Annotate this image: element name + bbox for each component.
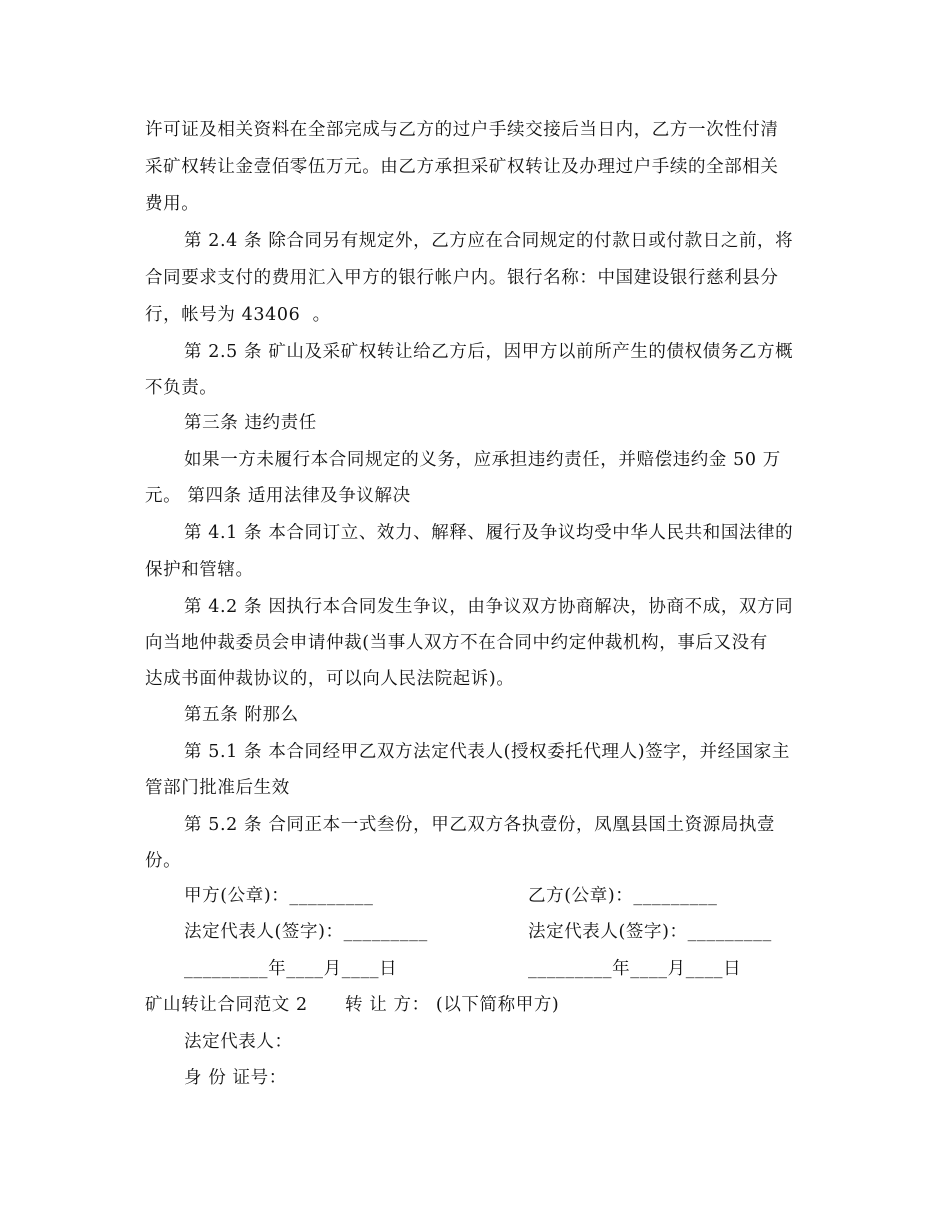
id-number-line: 身 份 证号： bbox=[184, 1068, 287, 1088]
party-a-date-field: _________年____月____日 bbox=[184, 959, 398, 979]
clause-2-4: 第 2.4 条 除合同另有规定外，乙方应在合同规定的付款日或付款日之前，将 bbox=[184, 231, 794, 251]
body-line: 行，帐号为 43406 。 bbox=[145, 305, 331, 325]
body-line: 许可证及相关资料在全部完成与乙方的过户手续交接后当日内，乙方一次性付清 bbox=[145, 120, 779, 140]
body-line: 向当地仲裁委员会申请仲裁(当事人双方不在合同中约定仲裁机构，事后又没有 bbox=[145, 633, 768, 653]
party-b-representative-field: 法定代表人(签字)：_________ bbox=[528, 922, 772, 942]
body-line: 合同要求支付的费用汇入甲方的银行帐户内。银行名称：中国建设银行慈利县分 bbox=[145, 268, 779, 288]
clause-2-5: 第 2.5 条 矿山及采矿权转让给乙方后，因甲方以前所产生的债权债务乙方概 bbox=[184, 342, 794, 362]
body-line: 份。 bbox=[145, 851, 182, 871]
body-line: 管部门批准后生效 bbox=[145, 778, 290, 798]
transferor-line: 转 让 方： (以下简称甲方) bbox=[345, 995, 560, 1015]
body-line: 采矿权转让金壹佰零伍万元。由乙方承担采矿权转让及办理过户手续的全部相关 bbox=[145, 157, 779, 177]
next-document-heading: 矿山转让合同范文 2 bbox=[145, 995, 308, 1015]
body-line: 如果一方未履行本合同规定的义务，应承担违约责任，并赔偿违约金 50 万 bbox=[184, 450, 781, 470]
party-a-representative-field: 法定代表人(签字)：_________ bbox=[184, 922, 428, 942]
clause-4-1: 第 4.1 条 本合同订立、效力、解释、履行及争议均受中华人民共和国法律的 bbox=[184, 523, 794, 543]
party-b-seal-field: 乙方(公章)：_________ bbox=[528, 886, 718, 906]
party-b-date-field: _________年____月____日 bbox=[528, 959, 742, 979]
clause-4-2: 第 4.2 条 因执行本合同发生争议，由争议双方协商解决，协商不成，双方同 bbox=[184, 597, 794, 617]
clause-5-2: 第 5.2 条 合同正本一式叁份，甲乙双方各执壹份，凤凰县国土资源局执壹 bbox=[184, 815, 776, 835]
clause-5-1: 第 5.1 条 本合同经甲乙双方法定代表人(授权委托代理人)签字，并经国家主 bbox=[184, 742, 790, 762]
section-heading-article-3: 第三条 违约责任 bbox=[184, 413, 317, 433]
body-line: 达成书面仲裁协议的，可以向人民法院起诉)。 bbox=[145, 669, 515, 689]
body-line: 不负责。 bbox=[145, 378, 218, 398]
body-line: 保护和管辖。 bbox=[145, 560, 254, 580]
body-line: 元。 第四条 适用法律及争议解决 bbox=[145, 486, 411, 506]
body-line: 费用。 bbox=[145, 194, 200, 214]
party-a-seal-field: 甲方(公章)：_________ bbox=[184, 886, 374, 906]
legal-representative-line: 法定代表人： bbox=[184, 1032, 293, 1052]
section-heading-article-5: 第五条 附那么 bbox=[184, 705, 299, 725]
